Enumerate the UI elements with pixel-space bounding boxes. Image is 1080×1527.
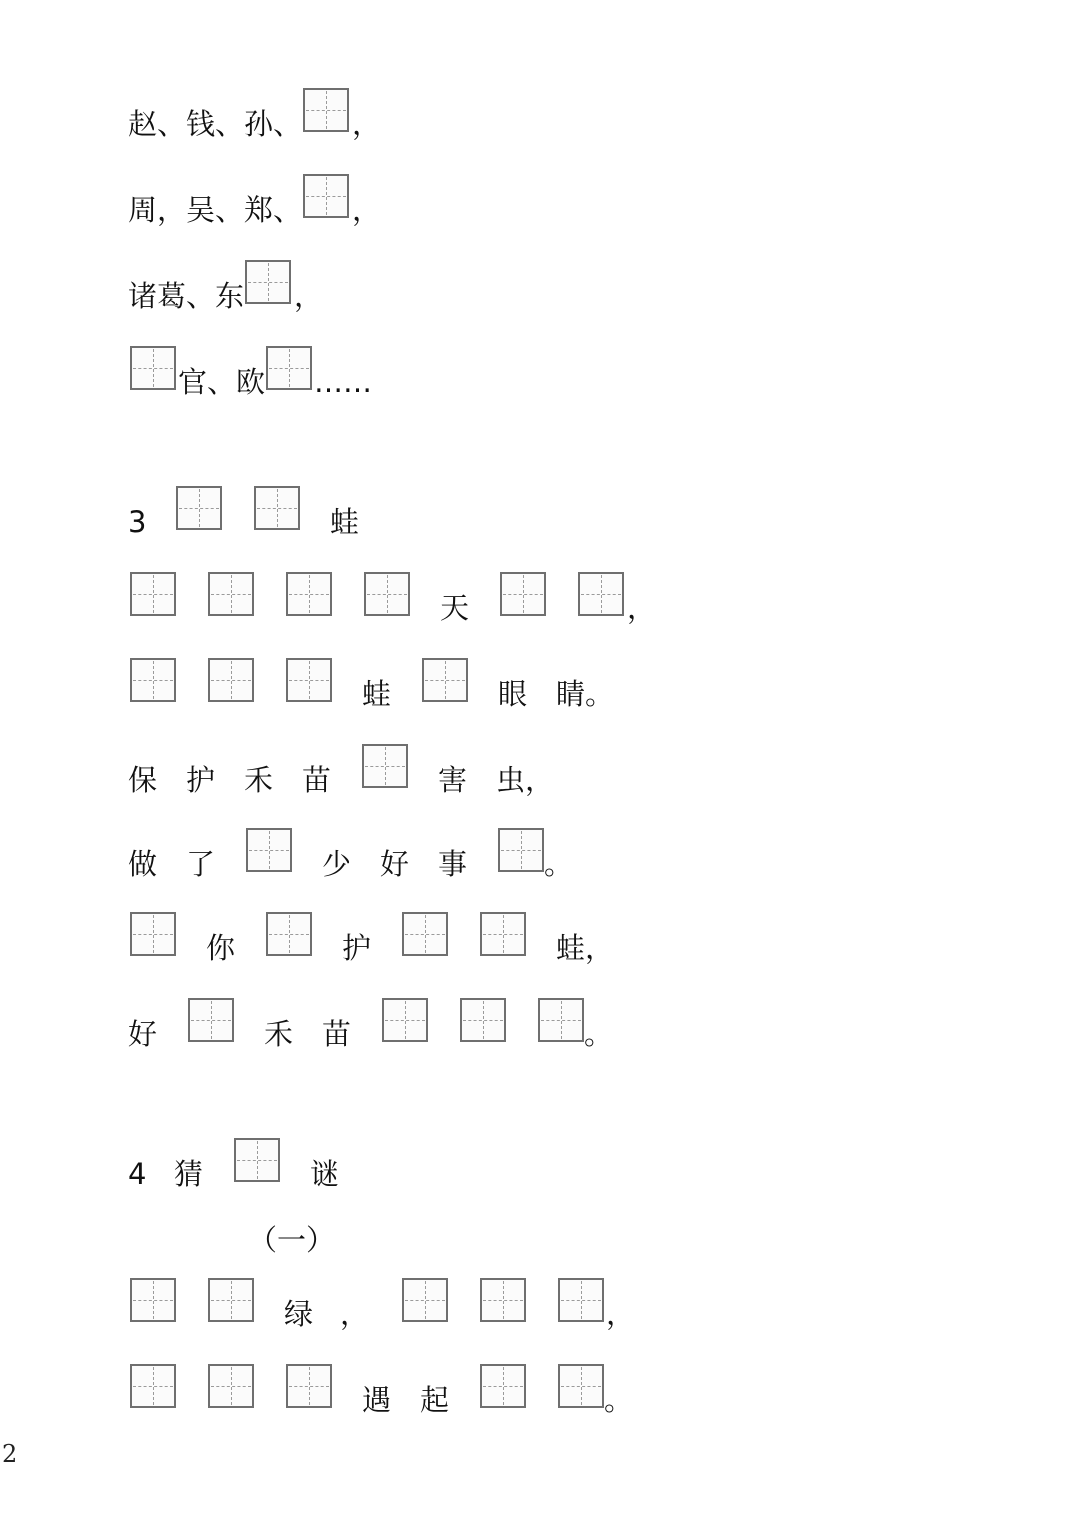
- verse-char: 苗: [302, 763, 332, 797]
- fill-in-box[interactable]: [130, 1364, 176, 1408]
- lesson-number: 3: [128, 505, 147, 539]
- verse-char: 眼: [498, 677, 528, 711]
- verse-char: 护: [186, 763, 216, 797]
- verse-char: 禾: [244, 763, 274, 797]
- fill-in-box[interactable]: [538, 998, 584, 1042]
- fill-in-box[interactable]: [286, 572, 332, 616]
- punctuation: 。: [604, 1383, 634, 1417]
- fill-in-box[interactable]: [286, 1364, 332, 1408]
- fill-in-box[interactable]: [130, 658, 176, 702]
- fill-in-box[interactable]: [286, 658, 332, 702]
- fill-in-box[interactable]: [130, 346, 176, 390]
- fill-in-box[interactable]: [558, 1278, 604, 1322]
- fill-in-box[interactable]: [176, 486, 222, 530]
- title-char: 谜: [310, 1157, 340, 1191]
- title-char: 猜: [174, 1157, 204, 1191]
- fill-in-box[interactable]: [246, 828, 292, 872]
- fill-in-box[interactable]: [480, 1278, 526, 1322]
- verse-char: 你: [206, 931, 236, 965]
- verse-char: 好: [128, 1017, 158, 1051]
- fill-in-box[interactable]: [460, 998, 506, 1042]
- verse-char: 禾: [264, 1017, 294, 1051]
- verse-char: 天: [440, 591, 470, 625]
- verse-char: 蛙，: [556, 931, 615, 965]
- punctuation: ，: [352, 107, 382, 141]
- verse-char: 虫，: [496, 763, 555, 797]
- fill-in-box[interactable]: [208, 658, 254, 702]
- poem-text: 诸葛、东: [128, 279, 245, 313]
- fill-in-box[interactable]: [188, 998, 234, 1042]
- fill-in-box[interactable]: [480, 912, 526, 956]
- fill-in-box[interactable]: [130, 1278, 176, 1322]
- verse-char: 苗: [322, 1017, 352, 1051]
- riddle-number: （一）: [248, 1223, 336, 1257]
- punctuation: 。: [544, 847, 574, 881]
- fill-in-box[interactable]: [303, 88, 349, 132]
- fill-in-box[interactable]: [558, 1364, 604, 1408]
- verse-char: 害: [438, 763, 468, 797]
- fill-in-box[interactable]: [254, 486, 300, 530]
- title-char: 蛙: [330, 505, 360, 539]
- fill-in-box[interactable]: [245, 260, 291, 304]
- punctuation: ，: [352, 193, 382, 227]
- punctuation: ，: [294, 279, 324, 313]
- fill-in-box[interactable]: [480, 1364, 526, 1408]
- fill-in-box[interactable]: [303, 174, 349, 218]
- poem-text: 官、欧: [178, 365, 266, 399]
- verse-char: 遇: [362, 1383, 392, 1417]
- verse-char: 护: [342, 931, 372, 965]
- fill-in-box[interactable]: [382, 998, 428, 1042]
- verse-char: 保: [128, 763, 158, 797]
- fill-in-box[interactable]: [208, 572, 254, 616]
- page-number: 2: [2, 1440, 18, 1468]
- fill-in-box[interactable]: [208, 1278, 254, 1322]
- verse-char: 绿: [284, 1297, 314, 1331]
- verse-char: 好: [380, 847, 410, 881]
- lesson-number: 4: [128, 1157, 147, 1191]
- verse-char: 起: [420, 1383, 450, 1417]
- punctuation: ，: [340, 1297, 370, 1331]
- punctuation: ，: [627, 591, 657, 625]
- fill-in-box[interactable]: [402, 1278, 448, 1322]
- poem-text: 周，吴、郑、: [128, 193, 303, 227]
- verse-char: 少: [322, 847, 352, 881]
- poem-text: 赵、钱、孙、: [128, 107, 303, 141]
- fill-in-box[interactable]: [130, 572, 176, 616]
- fill-in-box[interactable]: [130, 912, 176, 956]
- fill-in-box[interactable]: [266, 912, 312, 956]
- fill-in-box[interactable]: [578, 572, 624, 616]
- fill-in-box[interactable]: [498, 828, 544, 872]
- fill-in-box[interactable]: [234, 1138, 280, 1182]
- verse-char: 睛。: [556, 677, 615, 711]
- punctuation: ，: [606, 1297, 636, 1331]
- fill-in-box[interactable]: [500, 572, 546, 616]
- fill-in-box[interactable]: [364, 572, 410, 616]
- verse-char: 蛙: [362, 677, 392, 711]
- fill-in-box[interactable]: [402, 912, 448, 956]
- fill-in-box[interactable]: [362, 744, 408, 788]
- fill-in-box[interactable]: [208, 1364, 254, 1408]
- verse-char: 事: [438, 847, 468, 881]
- fill-in-box[interactable]: [266, 346, 312, 390]
- verse-char: 做: [128, 847, 158, 881]
- punctuation: ……: [314, 365, 372, 399]
- fill-in-box[interactable]: [422, 658, 468, 702]
- verse-char: 了: [186, 847, 216, 881]
- punctuation: 。: [584, 1017, 614, 1051]
